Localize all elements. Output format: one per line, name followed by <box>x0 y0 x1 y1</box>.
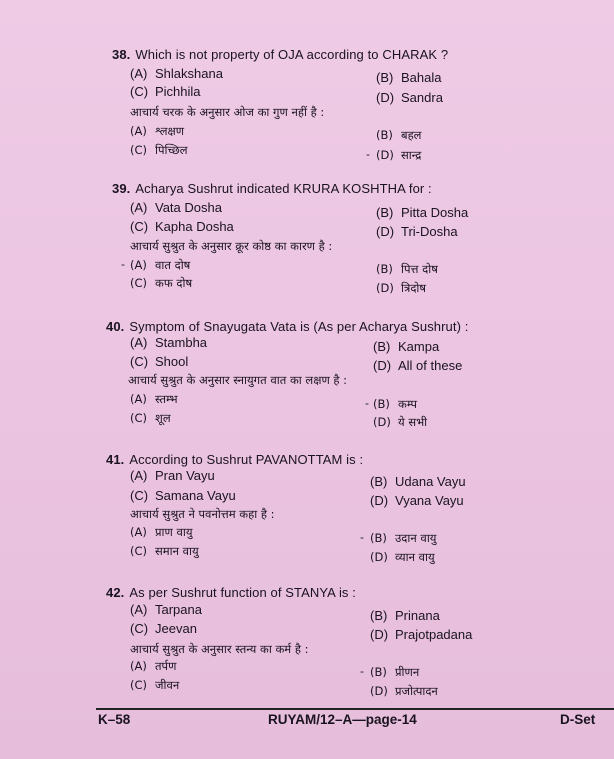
option-a: (A) Vata Dosha <box>130 200 222 215</box>
hindi-option-d: (D) त्रिदोष <box>376 281 427 295</box>
option-d: (D) Vyana Vayu <box>370 493 464 508</box>
hindi-option-d: (D) व्यान वायु <box>370 550 435 564</box>
option-c: (C) Samana Vayu <box>130 488 236 503</box>
question-text: 38. Which is not property of OJA according to CHARAK ? <box>112 47 449 62</box>
hindi-option-a: (A) वात दोष <box>130 258 191 272</box>
option-c: (C) Shool <box>130 354 189 369</box>
hindi-option-a: (A) स्तम्भ <box>130 392 178 406</box>
option-a: (A) Shlakshana <box>130 66 223 81</box>
pencil-tick-mark: - <box>366 147 370 161</box>
hindi-question-text: आचार्य चरक के अनुसार ओज का गुण नहीं है : <box>130 105 325 119</box>
hindi-option-a: (A) श्लक्षण <box>130 124 185 138</box>
option-a: (A) Pran Vayu <box>130 468 215 483</box>
footer-booklet-code: RUYAM/12–A—page-14 <box>268 712 417 727</box>
hindi-option-d: (D) ये सभी <box>373 415 428 429</box>
hindi-option-b: (B) कम्प <box>373 397 418 411</box>
hindi-option-b: (B) बहल <box>376 128 422 142</box>
hindi-option-b: (B) उदान वायु <box>370 531 437 545</box>
hindi-option-b: (B) प्रीणन <box>370 665 420 679</box>
hindi-option-c: (C) शूल <box>130 411 171 425</box>
hindi-question-text: आचार्य सुश्रुत के अनुसार स्तन्य का कर्म है : <box>130 642 309 656</box>
question-text: 41. According to Sushrut PAVANOTTAM is : <box>106 452 364 467</box>
hindi-option-b: (B) पित्त दोष <box>376 262 438 276</box>
option-d: (D) Tri-Dosha <box>376 224 458 239</box>
option-b: (B) Prinana <box>370 608 440 623</box>
option-d: (D) Prajotpadana <box>370 627 473 642</box>
option-c: (C) Jeevan <box>130 621 197 636</box>
hindi-question-text: आचार्य सुश्रुत ने पवनोत्तम कहा है : <box>130 507 275 521</box>
hindi-option-c: (C) जीवन <box>130 678 180 692</box>
hindi-option-a: (A) तर्पण <box>130 659 177 673</box>
pencil-tick-mark: - <box>360 664 364 678</box>
option-c: (C) Pichhila <box>130 84 201 99</box>
hindi-option-c: (C) कफ दोष <box>130 276 193 290</box>
hindi-option-a: (A) प्राण वायु <box>130 525 193 539</box>
question-text: 42. As per Sushrut function of STANYA is : <box>106 585 356 600</box>
hindi-question-text: आचार्य सुश्रुत के अनुसार स्नायुगत वात का लक्षण है : <box>128 373 348 387</box>
hindi-option-d: (D) प्रजोत्पादन <box>370 684 438 698</box>
option-d: (D) All of these <box>373 358 463 373</box>
option-b: (B) Kampa <box>373 339 440 354</box>
option-a: (A) Tarpana <box>130 602 202 617</box>
pencil-tick-mark: - <box>121 257 125 271</box>
hindi-option-d: (D) सान्द्र <box>376 148 422 162</box>
footer-rule <box>96 708 614 710</box>
option-b: (B) Udana Vayu <box>370 474 466 489</box>
hindi-option-c: (C) समान वायु <box>130 544 199 558</box>
option-a: (A) Stambha <box>130 335 208 350</box>
option-c: (C) Kapha Dosha <box>130 219 234 234</box>
option-d: (D) Sandra <box>376 90 443 105</box>
question-text: 40. Symptom of Snayugata Vata is (As per Acharya Sushrut) : <box>106 319 469 334</box>
option-b: (B) Pitta Dosha <box>376 205 469 220</box>
hindi-question-text: आचार्य सुश्रुत के अनुसार क्रूर कोष्ठ का कारण है : <box>130 239 333 253</box>
option-b: (B) Bahala <box>376 70 442 85</box>
footer-page-code: K–58 <box>98 712 131 727</box>
question-text: 39. Acharya Sushrut indicated KRURA KOSHTHA for : <box>112 181 432 196</box>
footer-set: D-Set <box>560 712 596 727</box>
pencil-tick-mark: - <box>360 530 364 544</box>
hindi-option-c: (C) पिच्छिल <box>130 143 188 157</box>
pencil-tick-mark: - <box>365 396 369 410</box>
